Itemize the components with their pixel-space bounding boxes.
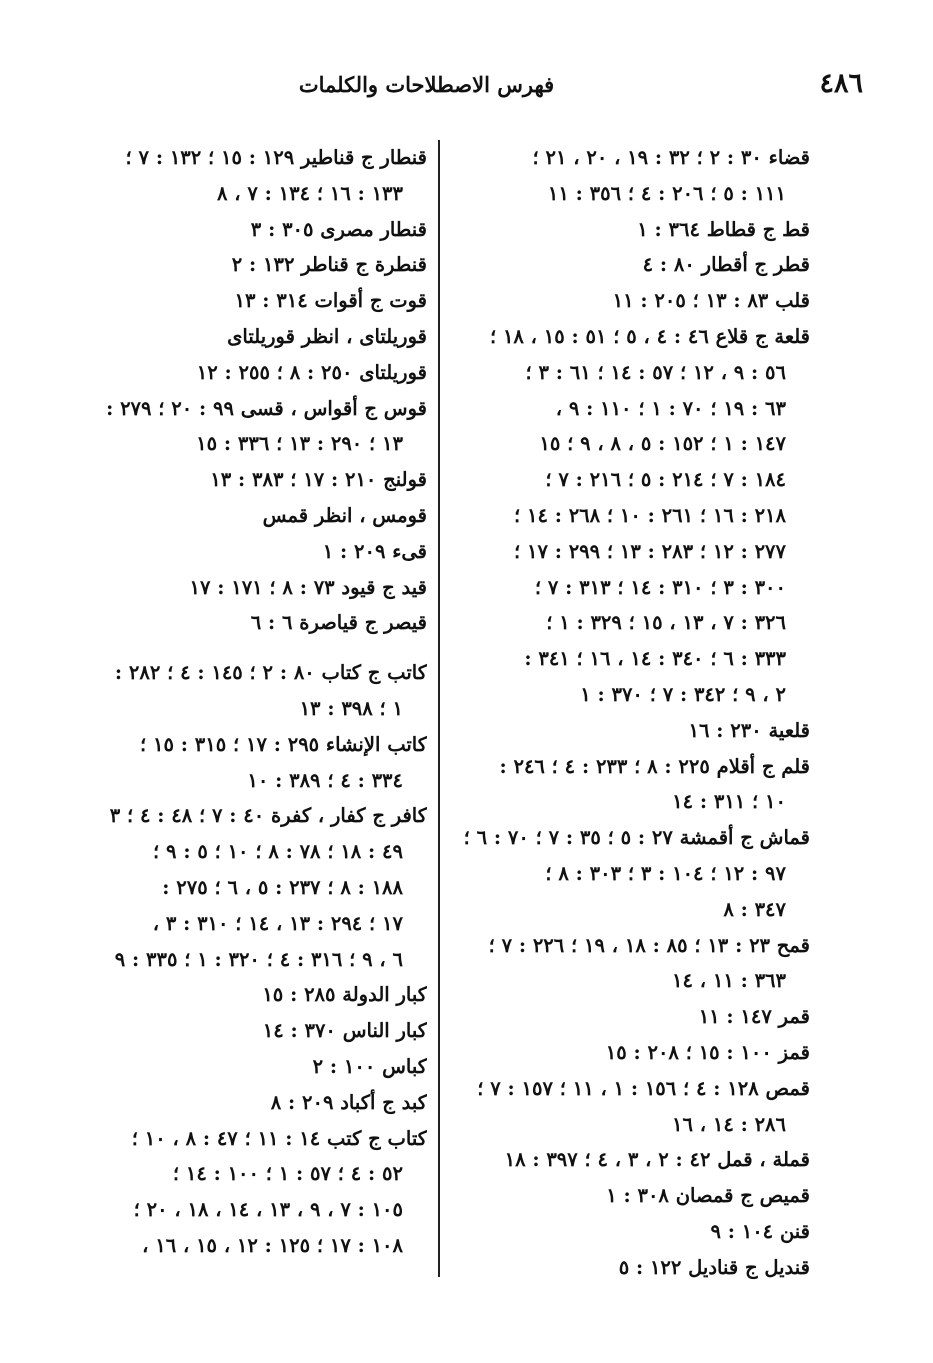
index-entry-continuation: ١٠٨ : ١٧ ؛ ١٢٥ : ١٢ ، ١٥ ، ١٦ ،: [142, 1233, 403, 1257]
index-entry-continuation: ٣٣٣ : ٦ ؛ ٣٤٠ : ١٤ ، ١٦ ؛ ٣٤١ :: [524, 647, 786, 671]
index-column-right: [450, 140, 810, 1286]
index-entry: قنطار ج قناطير ١٢٩ : ١٥ ؛ ١٣٢ : ٧ ؛: [125, 146, 427, 169]
index-entry-continuation: ٢٧٧ : ١٢ ؛ ٢٨٣ : ١٣ ؛ ٢٩٩ : ١٧ ؛: [513, 539, 786, 563]
index-entry: قماش ج أقمشة ٢٧ : ٥ ؛ ٣٥ : ٧ ؛ ٧٠ : ٦ ؛: [463, 826, 810, 850]
index-entry: قيصر ج قياصرة ٦ : ٦: [250, 611, 427, 635]
index-entry-continuation: ٥٦ : ٩ ، ١٢ ؛ ٥٧ : ١٤ ؛ ٦١ : ٣ ؛: [525, 360, 786, 384]
index-entry-continuation: ٥٢ : ٤ ؛ ٥٧ : ١ ؛ ١٠٠ : ١٤ ؛: [172, 1162, 403, 1186]
index-entry-continuation: ٣٤٧ : ٨: [723, 897, 786, 921]
index-entry-continuation: ٤٩ : ١٨ ؛ ٧٨ : ٨ ؛ ١٠ ؛ ٥ : ٩ ؛: [153, 840, 403, 864]
index-entry: قومس ، انظر قمس: [262, 503, 427, 527]
index-entry: قلب ٨٣ : ١٣ ؛ ٢٠٥ : ١١: [612, 289, 810, 313]
index-entry: قضاء ٣٠ : ٢ ؛ ٣٢ : ١٩ ، ٢٠ ، ٢١ ؛: [532, 146, 810, 169]
index-entry-continuation: ١٠٥ : ٧ ، ٩ ، ١٣ ، ١٤ ، ١٨ ، ٢٠ ؛: [133, 1198, 403, 1222]
index-entry: قوت ج أقوات ٣١٤ : ١٣: [234, 289, 427, 313]
index-entry: قطر ج أقطار ٨٠ : ٤: [642, 253, 810, 277]
index-entry: كبار الناس ٣٧٠ : ١٤: [262, 1019, 427, 1043]
index-entry: قولنج ٢١٠ : ١٧ ؛ ٣٨٣ : ١٣: [210, 468, 427, 492]
index-entry: كباس ١٠٠ : ٢: [312, 1054, 427, 1078]
page-number: ٤٨٦: [819, 68, 863, 99]
index-entry: قنطرة ج قناطر ١٣٢ : ٢: [231, 253, 427, 277]
index-entry-continuation: ٩٧ : ١٢ ؛ ١٠٤ : ٣ ؛ ٣٠٣ : ٨ ؛: [545, 861, 786, 885]
index-entry-continuation: ١ ؛ ٣٩٨ : ١٣: [299, 696, 403, 720]
index-column-left: [77, 140, 427, 1264]
index-entry: قملة ، قمل ٤٢ : ٢ ، ٣ ، ٤ ؛ ٣٩٧ : ١٨: [504, 1148, 810, 1172]
index-entry-continuation: ١٧ ؛ ٢٩٤ : ١٣ ، ١٤ ؛ ٣١٠ : ٣ ،: [152, 911, 403, 935]
index-entry: كاتب الإنشاء ٢٩٥ : ١٧ ؛ ٣١٥ : ١٥ ؛: [140, 732, 427, 756]
index-entry: قط ج قطاط ٣٦٤ : ١: [637, 217, 810, 241]
index-entry: كبار الدولة ٢٨٥ : ١٥: [262, 983, 427, 1007]
running-title: فهرس الاصطلاحات والكلمات: [298, 72, 555, 97]
index-entry-continuation: ٦٣ : ١٩ ؛ ٧٠ : ١ ؛ ١١٠ : ٩ ،: [555, 396, 786, 420]
index-entry: قلعة ج قلاع ٤٦ : ٤ ، ٥ ؛ ٥١ : ١٥ ، ١٨ ؛: [489, 324, 810, 348]
index-entry: كتاب ج كتب ١٤ : ١١ ؛ ٤٧ : ٨ ، ١٠ ؛: [131, 1126, 427, 1150]
index-entry: كافر ج كفار ، كفرة ٤٠ : ٧ ؛ ٤٨ : ٤ ؛ ٣: [109, 804, 427, 828]
index-entry-continuation: ٢١٨ : ١٦ ؛ ٢٦١ : ١٠ ؛ ٢٦٨ : ١٤ ؛: [513, 503, 786, 527]
index-entry: كاتب ج كتاب ٨٠ : ٢ ؛ ١٤٥ : ٤ ؛ ٢٨٢ :: [114, 661, 427, 685]
index-entry: كبد ج أكباد ٢٠٩ : ٨: [270, 1090, 427, 1114]
index-entry-continuation: ١٠ ؛ ٣١١ : ١٤: [672, 790, 786, 814]
index-entry: قنديل ج قناديل ١٢٢ : ٥: [618, 1255, 810, 1279]
index-entry: قلعية ٢٣٠ : ١٦: [688, 718, 810, 742]
index-entry: قلم ج أقلام ٢٢٥ : ٨ ؛ ٢٣٣ : ٤ ؛ ٢٤٦ :: [499, 754, 810, 778]
index-entry-continuation: ٣٠٠ : ٣ ؛ ٣١٠ : ١٤ ؛ ٣١٣ : ٧ ؛: [534, 575, 786, 599]
index-entry-continuation: ١٨٨ : ٨ ؛ ٢٣٧ : ٥ ، ٦ ؛ ٢٧٥ :: [162, 875, 403, 899]
index-entry-continuation: ٢ ، ٩ ؛ ٣٤٢ : ٧ ؛ ٣٧٠ : ١: [580, 682, 786, 706]
index-entry: قميص ج قمصان ٣٠٨ : ١: [606, 1184, 810, 1208]
column-divider: [438, 140, 440, 1277]
index-entry: قنن ١٠٤ : ٩: [710, 1219, 810, 1243]
index-entry: قيد ج قيود ٧٣ : ٨ ؛ ١٧١ : ١٧: [189, 575, 427, 599]
index-entry: قمر ١٤٧ : ١١: [698, 1005, 810, 1029]
index-entry-continuation: ٢٨٦ : ١٤ ، ١٦: [672, 1112, 786, 1136]
index-entry: قمص ١٢٨ : ٤ ؛ ١٥٦ : ١ ، ١١ ؛ ١٥٧ : ٧ ؛: [477, 1076, 810, 1100]
index-entry-continuation: ١١١ : ٥ ؛ ٢٠٦ : ٤ ؛ ٣٥٦ : ١١: [547, 181, 786, 205]
index-entry-continuation: ١٤٧ : ١ ؛ ١٥٢ : ٥ ، ٨ ، ٩ ؛ ١٥: [539, 432, 786, 456]
index-entry-continuation: ٣٢٦ : ٧ ، ١٣ ، ١٥ ؛ ٣٢٩ : ١ ؛: [546, 611, 786, 635]
index-entry-continuation: ٦ ، ٩ ؛ ٣١٦ : ٤ ؛ ٣٢٠ : ١ ؛ ٣٣٥ : ٩: [114, 947, 403, 971]
index-entry: قمح ٢٣ : ١٣ ؛ ٨٥ : ١٨ ، ١٩ ؛ ٢٢٦ : ٧ ؛: [488, 933, 810, 957]
index-entry-continuation: ١٨٤ : ٧ ؛ ٢١٤ : ٥ ؛ ٢١٦ : ٧ ؛: [545, 468, 786, 492]
index-entry: قوريلتاى ٢٥٠ : ٨ ؛ ٢٥٥ : ١٢: [196, 360, 427, 384]
index-entry-continuation: ٣٣٤ : ٤ ؛ ٣٨٩ : ١٠: [247, 768, 403, 792]
index-entry: قوريلتاى ، انظر قوريلتاى: [227, 324, 427, 348]
index-entry: قمز ١٠٠ : ١٥ ؛ ٢٠٨ : ١٥: [605, 1040, 810, 1064]
index-entry-continuation: ٣٦٣ : ١١ ، ١٤: [672, 969, 786, 993]
index-entry: قوس ج أقواس ، قسى ٩٩ : ٢٠ ؛ ٢٧٩ :: [106, 396, 427, 420]
index-entry: قىء ٢٠٩ : ١: [322, 539, 427, 563]
index-entry-continuation: ١٣ ؛ ٢٩٠ : ١٣ ؛ ٣٣٦ : ١٥: [196, 432, 403, 456]
index-entry-continuation: ١٣٣ : ١٦ ؛ ١٣٤ : ٧ ، ٨: [217, 181, 403, 205]
index-entry: قنطار مصرى ٣٠٥ : ٣: [250, 217, 427, 241]
page-header: [70, 68, 863, 108]
